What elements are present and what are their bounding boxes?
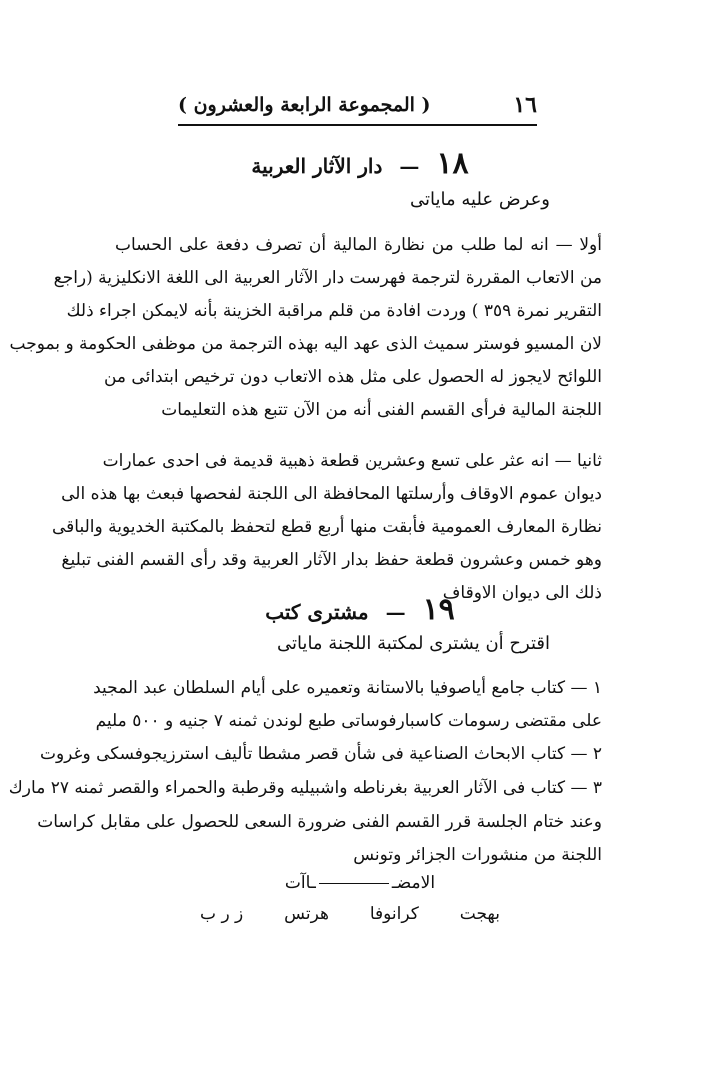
section-dash: — bbox=[399, 154, 420, 178]
paragraph-line: اللوائح لايجوز له الحصول على مثل هذه الاتعاب دون ترخيص ابتدائى من bbox=[103, 367, 602, 387]
paragraph-line: لان المسيو فوستر سميث الذى عهد اليه بهذه الترجمة من موظفى الحكومة و بموجب bbox=[9, 334, 602, 354]
paragraph-line: ديوان عموم الاوقاف وأرسلتها المحافظة الى اللجنة لفحصها فبعث بها هذه الى bbox=[61, 484, 602, 504]
page-number: ١٦ bbox=[513, 92, 537, 118]
section-title: مشترى كتب bbox=[265, 600, 369, 624]
section-intro: اقترح أن يشترى لمكتبة اللجنة ماياتى bbox=[276, 633, 550, 654]
list-item-line: على مقتضى رسومات كاسبارفوساتى طبع لوندن ثمنه ٧ جنيه و ٥٠٠ مليم bbox=[95, 711, 602, 731]
list-item-line: ١ — كتاب جامع أياصوفيا بالاستانة وتعميره على أيام السلطان عبد المجيد bbox=[93, 678, 602, 698]
paragraph-line: من الاتعاب المقررة لترجمة فهرست دار الآثار العربية الى اللغة الانكليزية (راجع bbox=[53, 268, 602, 288]
paragraph-line: نظارة المعارف العمومية فأبقت منها أربع قطع لتحفظ بالمكتبة الخديوية والباقى bbox=[51, 517, 602, 537]
paragraph-line: وعند ختام الجلسة قرر القسم الفنى ضرورة السعى للحصول على مقابل كراسات bbox=[37, 812, 602, 832]
section-title: دار الآثار العربية bbox=[251, 154, 383, 178]
paragraph-line: أولا — انه لما طلب من نظارة المالية أن تصرف دفعة على الحساب bbox=[115, 235, 602, 255]
section-heading bbox=[200, 592, 520, 627]
signatures-label-start: الامضـ bbox=[391, 873, 436, 893]
paragraph-line: اللجنة المالية فرأى القسم الفنى أنه من الآن تتبع هذه التعليمات bbox=[161, 400, 602, 420]
paragraph-line: اللجنة من منشورات الجزائر وتونس bbox=[353, 845, 602, 865]
signature-name: بهجت bbox=[459, 904, 500, 924]
section-intro: وعرض عليه ماياتى bbox=[410, 189, 550, 210]
list-item-line: ٢ — كتاب الابحاث الصناعية فى شأن قصر مشطا تأليف استرزيجوفسكى وغروت bbox=[39, 744, 602, 764]
section-number: ١٨ bbox=[436, 146, 469, 181]
header-title: ( المجموعة الرابعة والعشرون ) bbox=[178, 94, 431, 116]
paragraph-line: ذلك الى ديوان الاوقاف bbox=[442, 583, 602, 603]
section-dash: — bbox=[385, 600, 406, 624]
signatures-label-end: ـاآت bbox=[284, 873, 316, 893]
paragraph-line: التقرير نمرة ٣٥٩ ) وردت افادة من قلم مراقبة الخزينة بأنه لايمكن اجراء ذلك bbox=[66, 301, 602, 321]
signature-name: ز ر ب bbox=[200, 904, 244, 924]
signatures-label bbox=[270, 873, 450, 903]
paragraph-line: ثانيا — انه عثر على تسع وعشرين قطعة ذهبية قديمة فى احدى عمارات bbox=[102, 451, 602, 471]
signature-names bbox=[200, 904, 500, 934]
section-number: ١٩ bbox=[422, 592, 455, 627]
signature-name: هرتس bbox=[284, 904, 329, 924]
header-rule bbox=[178, 124, 537, 126]
signature-name: كرانوفا bbox=[369, 904, 419, 924]
page-header bbox=[178, 90, 537, 120]
paragraph-line: وهو خمس وعشرون قطعة حفظ بدار الآثار العربية وقد رأى القسم الفنى تبليغ bbox=[61, 550, 602, 570]
list-item-line: ٣ — كتاب فى الآثار العربية بغرناطه واشبيليه وقرطبة والحمراء والقصر ثمنه ٢٧ مارك bbox=[8, 778, 602, 798]
section-heading bbox=[200, 146, 520, 181]
signatures-rule bbox=[319, 883, 389, 884]
